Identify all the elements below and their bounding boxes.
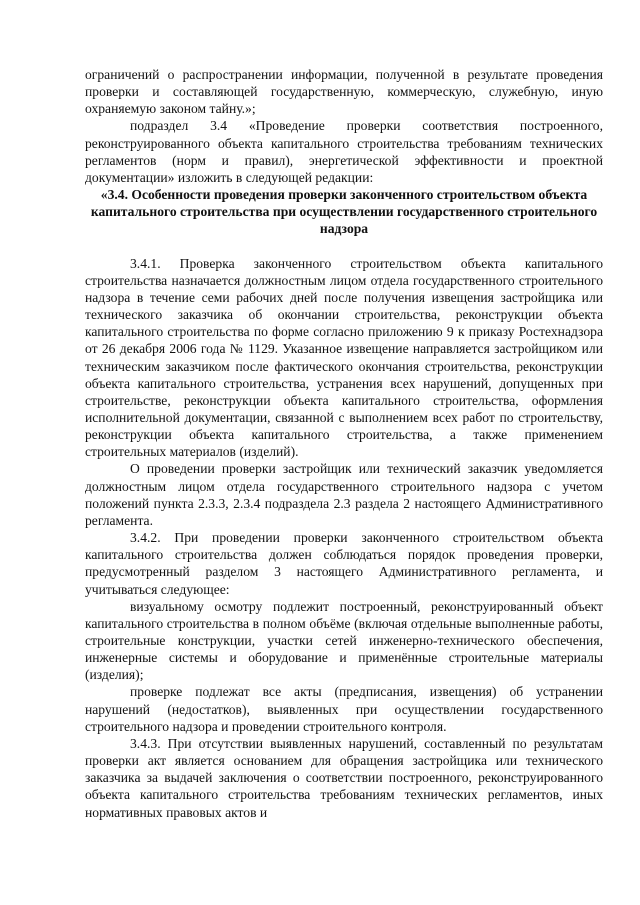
- paragraph-3-4-2: 3.4.2. При проведении проверки законченного строительством объекта капитального строительства должен соблюдаться порядок проведения проверки, предусмотренный разделом 3 настоящего Административного регламента, и учитываться следующее:: [85, 530, 603, 597]
- section-heading: «3.4. Особенности проведения проверки законченного строительством объекта капитального строительства при осуществлении государственного строительного надзора: [90, 187, 598, 237]
- paragraph-notification: О проведении проверки застройщик или технический заказчик уведомляется должностным лицом отдела государственного строительного надзора с учетом положений пункта 2.3.3, 2.3.4 подраздела 2.3 раздела 2 настоящего Административного регламента.: [85, 461, 603, 528]
- paragraph-3-4-3: 3.4.3. При отсутствии выявленных нарушений, составленный по результатам проверки акт является основанием для обращения застройщика или технического заказчика за выдачей заключения о соответствии построенного, реконструированного объекта капитального строительства требованиям технических регламентов, иных нормативных правовых актов и: [85, 735, 603, 820]
- paragraph-3-4-1: 3.4.1. Проверка законченного строительством объекта капитального строительства назначается должностным лицом отдела государственного строительного надзора в течение семи рабочих дней после получения извещения застройщика или технического заказчика об окончании строительства, реконструкции объекта капитального строительства по форме согласно приложению 9 к приказу Ростехнадзора от 26 декабря 2006 года № 1129. Указанное извещение направляется застройщиком или техническим заказчиком после фактического окончания строительства, реконструкции объекта капитального строительства, устранения всех нарушений, допущенных при строительстве, реконструкции объекта капитального строительства, оформления исполнительной документации, связанной с выполнением всех работ по строительству, реконструкции объекта капитального строительства, а также применением строительных материалов (изделий).: [85, 255, 603, 460]
- paragraph-visual-inspection: визуальному осмотру подлежит построенный, реконструированный объект капитального строительства в полном объёме (включая отдельные выполненные работы, строительные конструкции, участки сетей инженерно-технического обеспечения, инженерные системы и оборудование и применённые строительные материалы (изделия);: [85, 598, 603, 683]
- paragraph-intro-continuation: ограничений о распространении информации, полученной в результате проведения проверки и составляющей государственную, коммерческую, служебную, иную охраняемую законом тайну.»;: [85, 67, 603, 117]
- paragraph-acts-check: проверке подлежат все акты (предписания, извещения) об устранении нарушений (недостатков), выявленных при осуществлении государственного строительного надзора и проведении строительного контроля.: [85, 684, 603, 734]
- document-page: [85, 66, 603, 821]
- paragraph-subsection-amendment: подраздел 3.4 «Проведение проверки соответствия построенного, реконструированного объекта капитального строительства требованиям технических регламентов (норм и правил), энергетической эффективности и проектной документации» изложить в следующей редакции:: [85, 118, 603, 185]
